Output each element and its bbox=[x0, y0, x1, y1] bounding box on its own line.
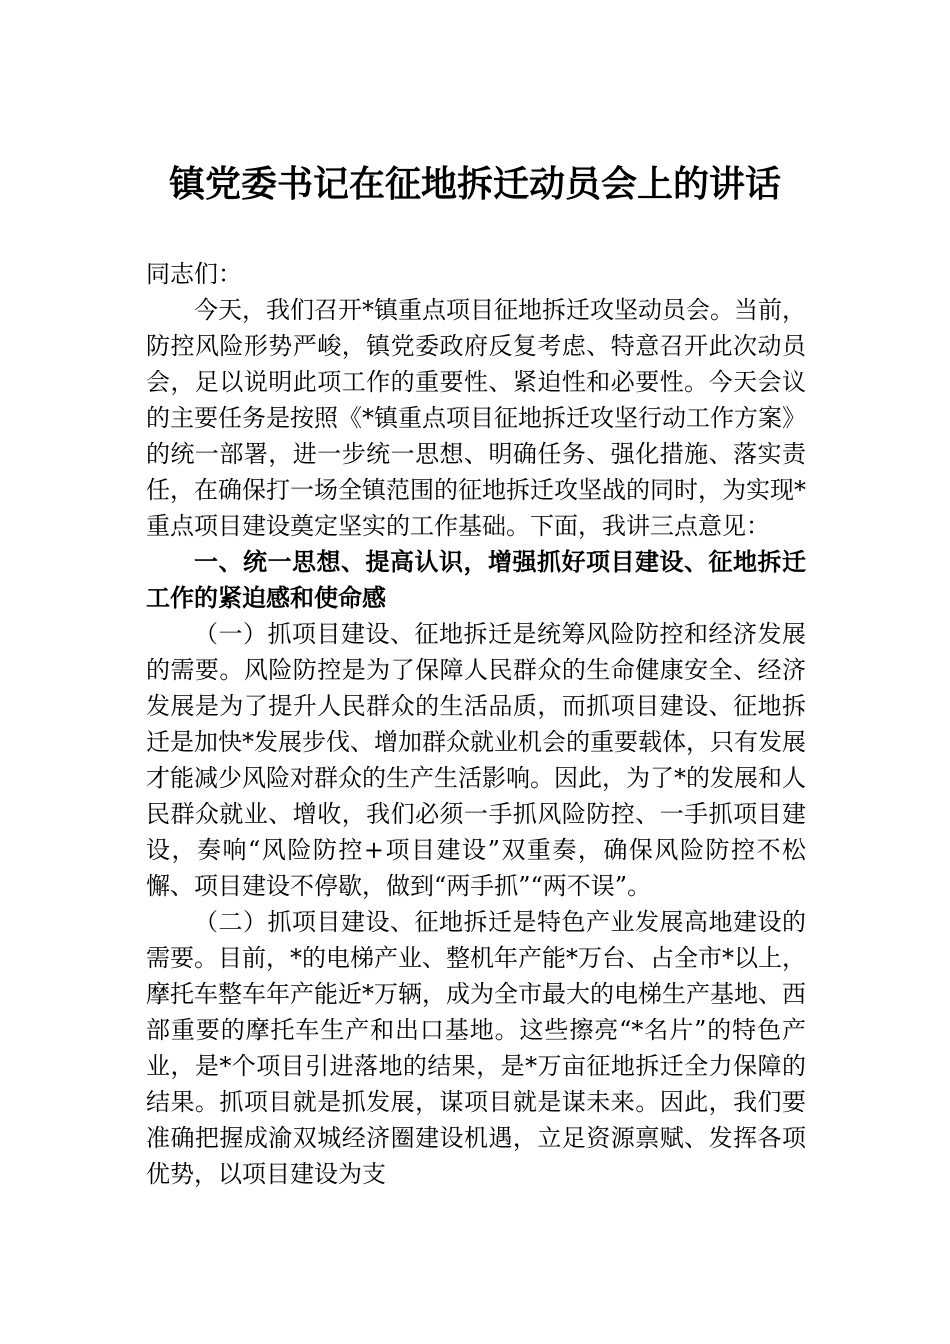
paragraph-2: （二）抓项目建设、征地拆迁是特色产业发展高地建设的需要。目前，*的电梯产业、整机年产能*万台、占全市*以上，摩托车整车年产能近*万辆，成为全市最大的电梯生产基地、西部重要的摩托车生产和出口基地。这些擦亮“*名片”的特色产业，是*个项目引进落地的结果，是*万亩征地拆迁全力保障的结果。抓项目就是抓发展，谋项目就是谋未来。因此，我们要准确把握成渝双城经济圈建设机遇，立足资源禀赋、发挥各项优势，以项目建设为支 bbox=[146, 908, 806, 1188]
document-title: 镇党委书记在征地拆迁动员会上的讲话 bbox=[168, 163, 781, 205]
paragraph-1: （一）抓项目建设、征地拆迁是统筹风险防控和经济发展的需要。风险防控是为了保障人民群众的生命健康安全、经济发展是为了提升人民群众的生活品质，而抓项目建设、征地拆迁是加快*发展步伐、增加群众就业机会的重要载体，只有发展才能减少风险对群众的生产生活影响。因此，为了*的发展和人民群众就业、增收，我们必须一手抓风险防控、一手抓项目建设，奏响“风险防控+项目建设”双重奏，确保风险防控不松懈、项目建设不停歇，做到“两手抓”“两不误”。 bbox=[146, 620, 806, 900]
section-heading-1: 一、统一思想、提高认识，增强抓好项目建设、征地拆迁工作的紧迫感和使命感 bbox=[146, 548, 806, 612]
intro-paragraph: 今天，我们召开*镇重点项目征地拆迁攻坚动员会。当前，防控风险形势严峻，镇党委政府反复考虑、特意召开此次动员会，足以说明此项工作的重要性、紧迫性和必要性。今天会议的主要任务是按照《*镇重点项目征地拆迁攻坚行动工作方案》的统一部署，进一步统一思想、明确任务、强化措施、落实责任，在确保打一场全镇范围的征地拆迁攻坚战的同时，为实现*重点项目建设奠定坚实的工作基础。下面，我讲三点意见： bbox=[146, 296, 806, 540]
salutation: 同志们： bbox=[146, 260, 242, 288]
document-body bbox=[146, 256, 806, 1192]
